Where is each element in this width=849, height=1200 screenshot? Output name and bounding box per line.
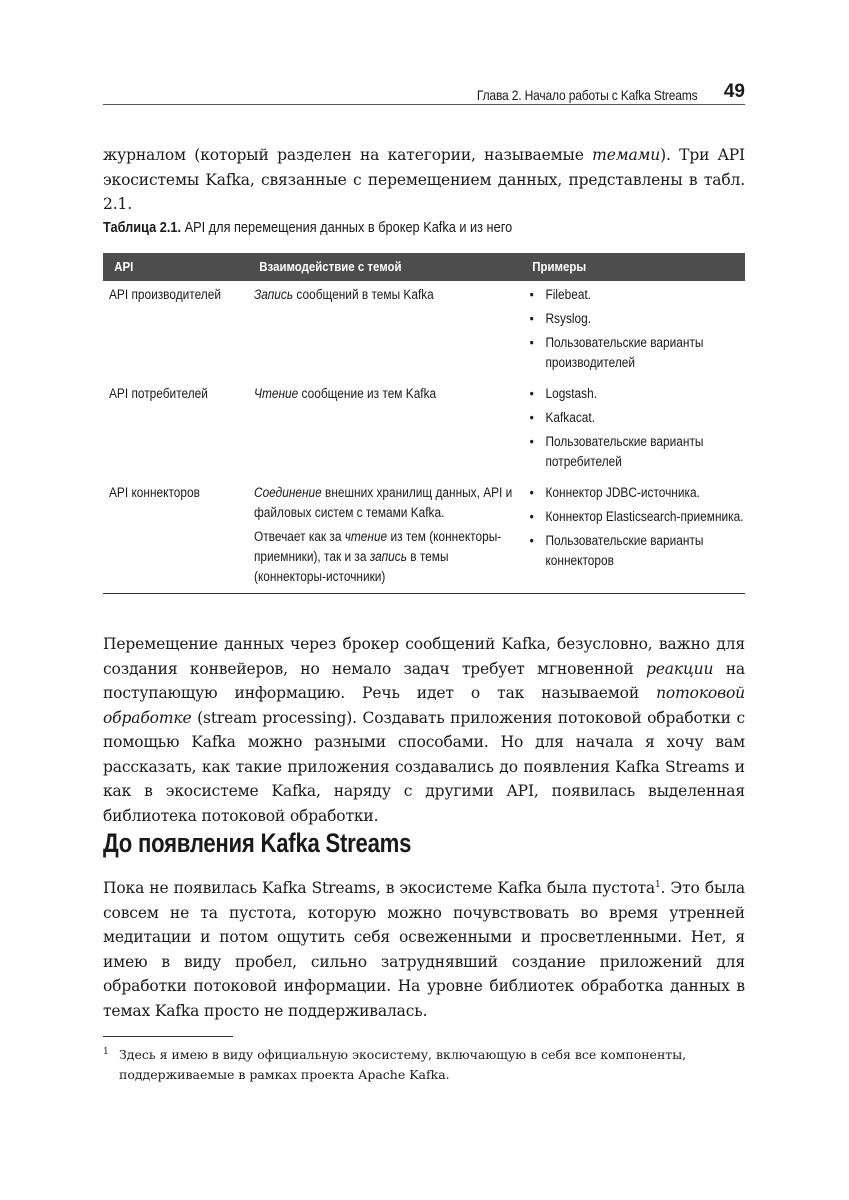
header-rule (103, 104, 745, 105)
header-cell-examples: Примеры (532, 259, 587, 274)
table-caption (103, 220, 512, 236)
examples-cell (521, 285, 745, 380)
paragraph-before-streams: Пока не появилась Kafka Streams, в экосистеме Kafka была пустота$^1$. Это была совсем не та пустота, которую можно почувствовать во время утренней медитации и потом ощутить себя освеженными и просветленными. Нет, я имею в виду пробел, сильно затруднявший создание приложений для обработки потоковой информации. На уровне библиотек обработка данных в темах Kafka просто не поддерживалась. (103, 879, 745, 1020)
running-header (441, 77, 745, 103)
list-item: • Logstash. (527, 384, 744, 404)
list-item: • Kafkacat. (527, 408, 744, 428)
examples-cell (521, 483, 745, 593)
table-caption-label: Таблица 2.1. (103, 220, 182, 236)
api-name-cell: API коннекторов (109, 485, 200, 500)
api-name-cell: API потребителей (109, 386, 208, 401)
list-item: • Filebeat. (527, 285, 744, 305)
footnote (103, 1045, 745, 1085)
list-item: • Пользовательские варианты коннекторов (527, 531, 744, 571)
footnote-text: Здесь я имею в виду официальную экосистему, включающую в себя все компоненты, поддерживаемые в рамках проекта Apache Kafka. (119, 1047, 687, 1082)
list-item: • Rsyslog. (527, 309, 744, 329)
footnote-reference: 1 (654, 879, 661, 890)
interaction-cell: Соединение внешних хранилищ данных, API и файловых систем с темами Kafka. Отвечает как за чтение из тем (коннекторы-приемники), так и за запись в темы (коннекторы-источники) (254, 485, 513, 584)
table-row (103, 384, 745, 479)
table-caption-text: API для перемещения данных в брокер Kafka и из него (181, 220, 513, 236)
table-row (103, 483, 745, 593)
examples-cell (521, 384, 745, 479)
intro-text-1: журналом (который разделен на категории, называемые (103, 146, 593, 164)
page-number: 49 (723, 81, 745, 102)
intro-paragraph (103, 143, 745, 217)
header-cell-interaction: Взаимодействие с темой (259, 259, 402, 274)
header-cell-api: API (114, 259, 134, 274)
interaction-cell: Запись сообщений в темы Kafka (254, 287, 434, 302)
api-table (103, 253, 745, 594)
list-item: • Коннектор Elasticsearch-приемника. (527, 507, 744, 527)
chapter-title: Глава 2. Начало работы с Kafka Streams (477, 87, 698, 103)
table-row (103, 285, 745, 380)
interaction-cell: Чтение сообщение из тем Kafka (254, 386, 437, 401)
list-item: • Коннектор JDBC-источника. (527, 483, 744, 503)
intro-text-2: ). Три API экосистемы Kafka, связанные с перемещением данных, представлены в табл. 2.1. (103, 146, 745, 213)
list-item: • Пользовательские варианты производителей (527, 333, 744, 373)
footnote-rule (103, 1036, 233, 1037)
table-bottom-rule (103, 593, 745, 594)
paragraph-streaming: Перемещение данных через брокер сообщений Kafka, безусловно, важно для создания конвейеров, но немало задач требует мгновенной реакции на поступающую информацию. Речь идет о так называемой потоковой обработке (stream processing). Создавать приложения потоковой обработки с помощью Kafka можно разными способами. Но для начала я хочу вам рассказать, как такие приложения создавались до появления Kafka Streams и как в экосистеме Kafka, наряду с другими API, появилась выделенная библиотека потоковой обработки. (103, 635, 745, 825)
section-heading: До появления Kafka Streams (103, 828, 412, 858)
list-item: • Пользовательские варианты потребителей (527, 432, 744, 472)
table-header-row (103, 253, 745, 281)
footnote-mark: 1 (103, 1047, 109, 1057)
api-name-cell: API производителей (109, 287, 221, 302)
intro-emphasis: темами (592, 146, 661, 164)
